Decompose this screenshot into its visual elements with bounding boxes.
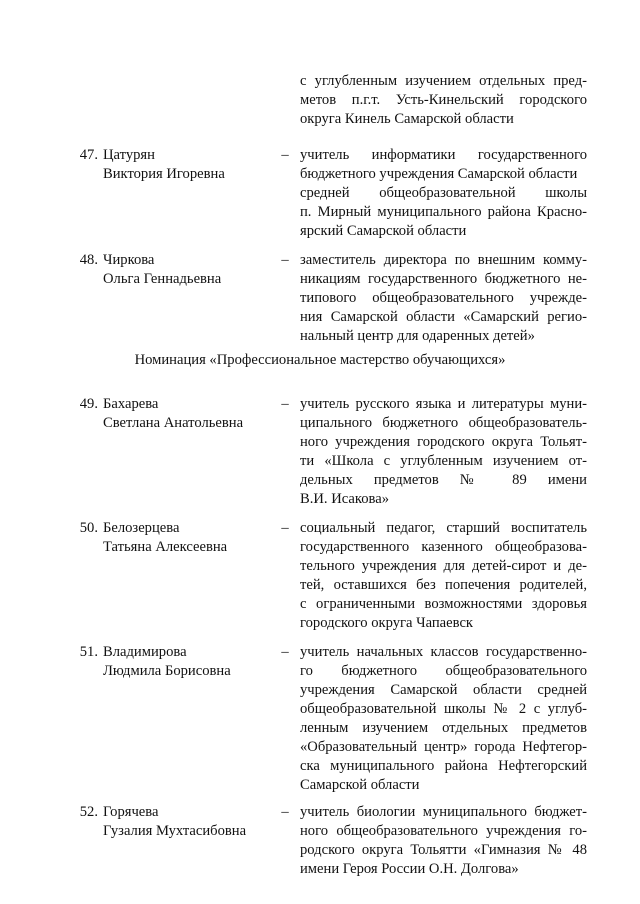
description-line: средней общеобразовательной школы <box>300 185 587 201</box>
description-line: учитель биологии муниципального бюджет- <box>300 804 587 820</box>
dash-separator: – <box>281 804 289 820</box>
surname: Белозерцева <box>103 520 180 536</box>
description-line: дельных предметов № 89 имени <box>300 472 587 488</box>
description-line: родского округа Тольятти «Гимназия № 48 <box>300 842 587 858</box>
description-line: округа Кинель Самарской области <box>300 111 514 127</box>
entry-number: 50. <box>79 520 98 536</box>
dash-separator: – <box>281 520 289 536</box>
description-line: п. Мирный муниципального района Красно- <box>300 204 587 220</box>
given-names: Виктория Игоревна <box>103 166 225 182</box>
description-line: бюджетного учреждения Самарской области <box>300 166 578 182</box>
description-line: ска муниципального района Нефтегорский <box>300 758 587 774</box>
description-line: Самарской области <box>300 777 420 793</box>
given-names: Ольга Геннадьевна <box>103 271 222 287</box>
description-line: В.И. Исакова» <box>300 491 390 507</box>
surname: Чиркова <box>103 252 155 268</box>
description-line: с ограниченными возможностями здоровья <box>300 596 587 612</box>
entry-number: 48. <box>79 252 98 268</box>
description-line: ти «Школа с углубленным изучением от- <box>300 453 587 469</box>
continued-description <box>300 72 587 129</box>
description-line: го бюджетного общеобразовательного <box>300 663 587 679</box>
description-line: учитель русского языка и литературы муни- <box>300 396 587 412</box>
surname: Бахарева <box>103 396 159 412</box>
description-line: метов п.г.т. Усть-Кинельский городского <box>300 92 587 108</box>
position-description <box>300 519 587 633</box>
description-line: городского округа Чапаевск <box>300 615 474 631</box>
description-line: учитель информатики государственного <box>300 147 587 163</box>
person-name <box>103 803 273 841</box>
entry-number: 49. <box>79 396 98 412</box>
person-name <box>103 519 273 557</box>
surname: Владимирова <box>103 644 187 660</box>
description-line: никациям государственного бюджетного не- <box>300 271 587 287</box>
person-name <box>103 395 273 433</box>
position-description <box>300 395 587 509</box>
description-line: государственного казенного общеобразова- <box>300 539 587 555</box>
description-line: общеобразовательной школы № 2 с углуб- <box>300 701 587 717</box>
description-line: ного общеобразовательного учреждения го- <box>300 823 587 839</box>
given-names: Светлана Анатольевна <box>103 415 244 431</box>
surname: Горячева <box>103 804 159 820</box>
dash-separator: – <box>281 396 289 412</box>
description-line: ного учреждения городского округа Тольят- <box>300 434 587 450</box>
position-description <box>300 146 587 241</box>
position-description <box>300 643 587 795</box>
description-line: социальный педагог, старший воспитатель <box>300 520 587 536</box>
description-line: ния Самарской области «Самарский регио- <box>300 309 587 325</box>
description-line: учреждения Самарской области средней <box>300 682 587 698</box>
position-description <box>300 803 587 879</box>
given-names: Татьяна Алексеевна <box>103 539 228 555</box>
person-name <box>103 643 273 681</box>
entry-number: 51. <box>79 644 98 660</box>
entry-number: 47. <box>79 147 98 163</box>
nomination-heading: Номинация «Профессиональное мастерство обучающихся» <box>134 352 506 368</box>
person-name <box>103 251 273 289</box>
surname: Цатурян <box>103 147 155 163</box>
description-line: учитель начальных классов государственно- <box>300 644 587 660</box>
given-names: Гузалия Мухтасибовна <box>103 823 247 839</box>
dash-separator: – <box>281 252 289 268</box>
description-line: заместитель директора по внешним комму- <box>300 252 587 268</box>
dash-separator: – <box>281 147 289 163</box>
description-line: ленным изучением отдельных предметов <box>300 720 587 736</box>
dash-separator: – <box>281 644 289 660</box>
description-line: типового общеобразовательного учрежде- <box>300 290 587 306</box>
given-names: Людмила Борисовна <box>103 663 231 679</box>
position-description <box>300 251 587 346</box>
description-line: нальный центр для одаренных детей» <box>300 328 535 344</box>
description-line: с углубленным изучением отдельных пред- <box>300 73 587 89</box>
description-line: «Образовательный центр» города Нефтегор- <box>300 739 587 755</box>
description-line: тей, оставшихся без попечения родителей, <box>300 577 587 593</box>
description-line: ципального бюджетного общеобразователь- <box>300 415 587 431</box>
description-line: ярский Самарской области <box>300 223 467 239</box>
entry-number: 52. <box>79 804 98 820</box>
description-line: имени Героя России О.Н. Долгова» <box>300 861 519 877</box>
description-line: тельного учреждения для детей-сирот и де- <box>300 558 587 574</box>
person-name <box>103 146 273 184</box>
